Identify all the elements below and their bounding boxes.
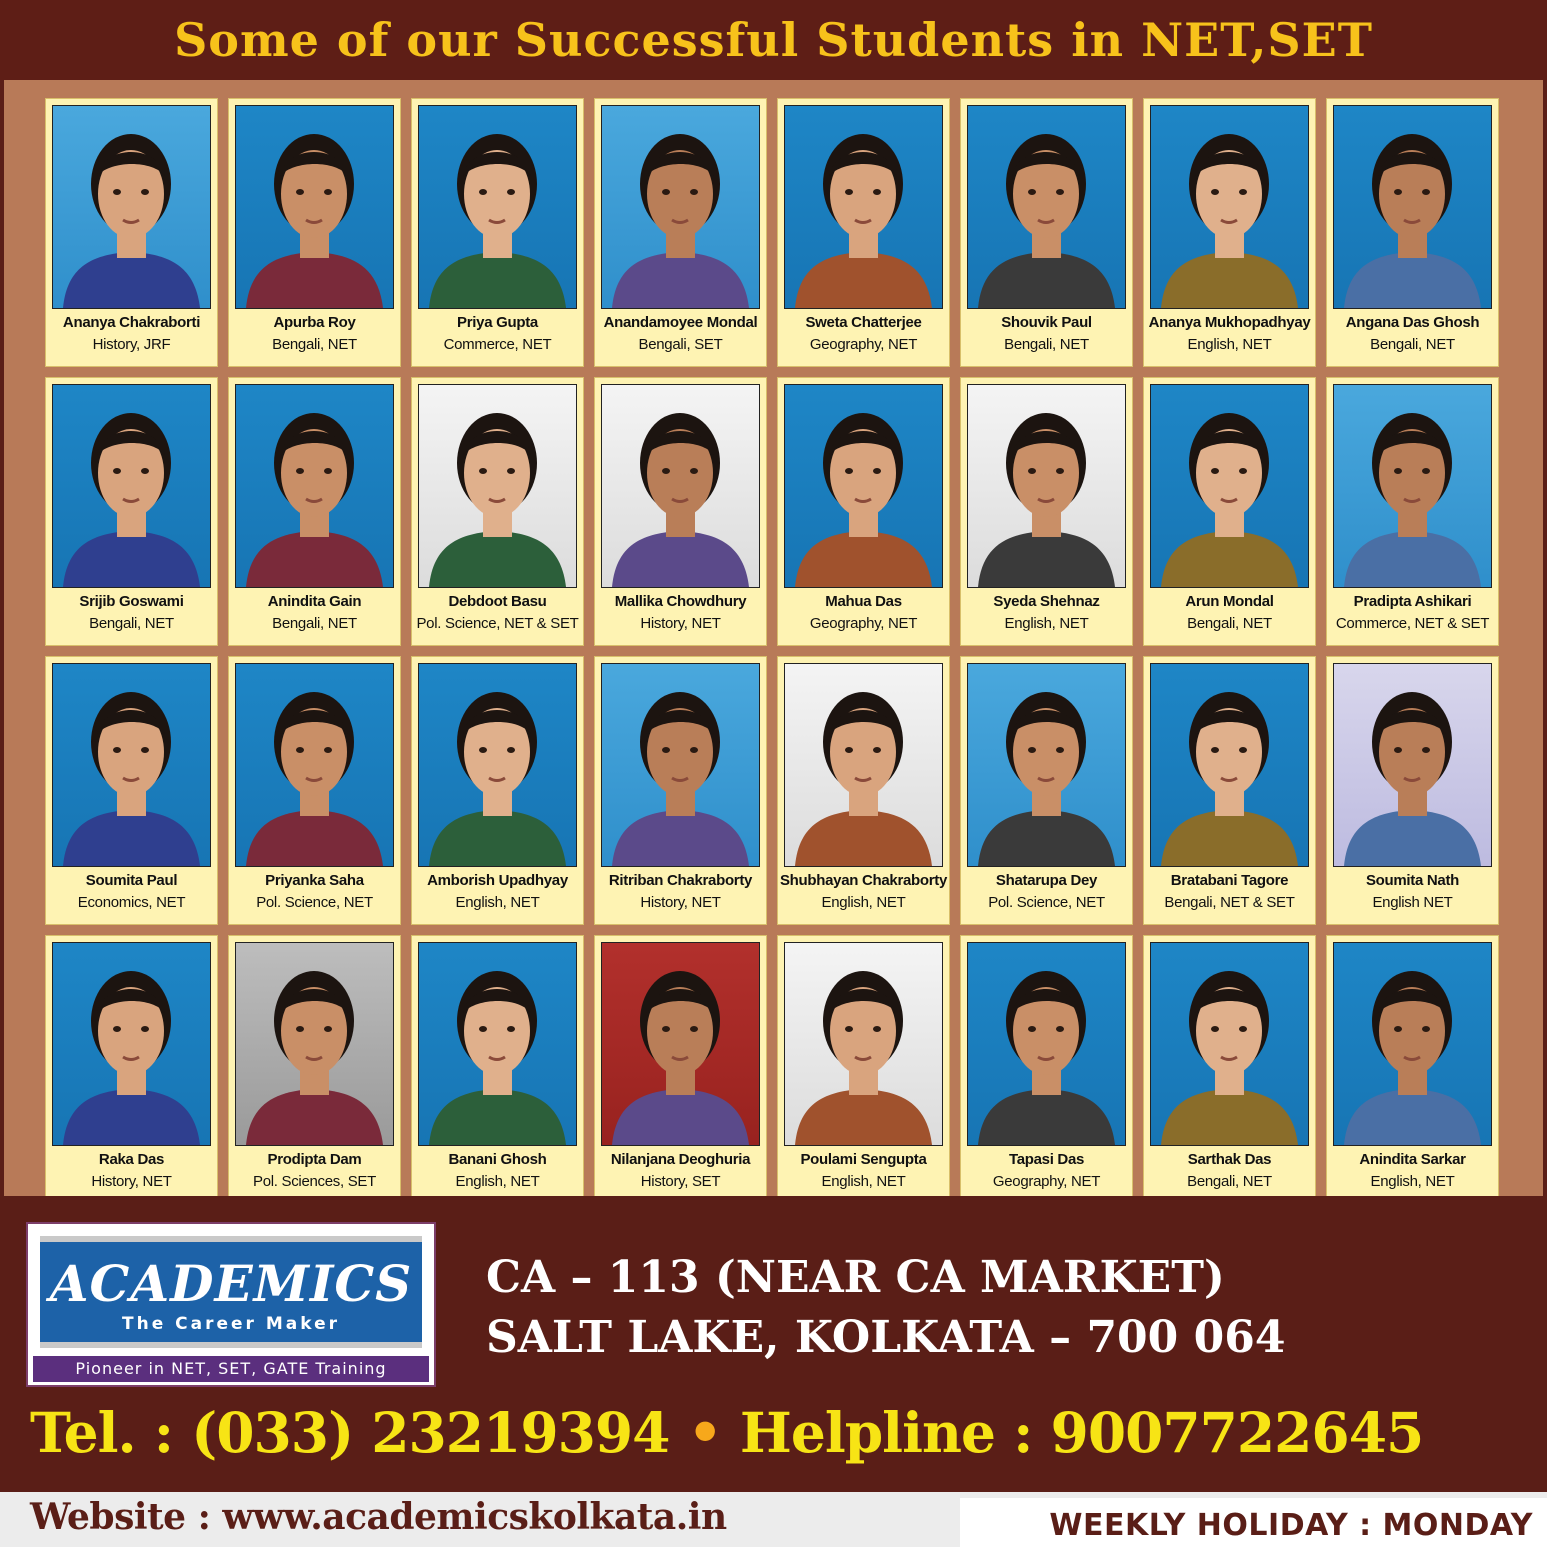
student-subject: English, NET [1004,615,1089,632]
student-subject: Geography, NET [809,336,918,353]
student-name: Priya Gupta [457,314,538,331]
student-photo [601,105,760,309]
student-name: Mahua Das [825,593,902,610]
student-card [1143,377,1316,646]
student-name: Priyanka Saha [265,872,364,889]
person-silhouette-icon [236,664,393,866]
student-photo [784,105,943,309]
student-subject: History, SET [640,1173,721,1190]
student-card [411,656,584,925]
student-name: Prodipta Dam [267,1151,362,1168]
student-card [228,656,401,925]
student-photo [52,384,211,588]
student-photo [1150,663,1309,867]
student-subject: English, NET [455,894,540,911]
student-name: Sweta Chatterjee [805,314,922,331]
person-silhouette-icon [236,943,393,1145]
student-photo [967,105,1126,309]
person-silhouette-icon [419,385,576,587]
student-subject: History, NET [640,615,721,632]
student-name: Sarthak Das [1187,1151,1272,1168]
student-name: Debdoot Basu [448,593,547,610]
page-title: Some of our Successful Students in NET,SET [174,13,1373,67]
student-subject: English, NET [1187,336,1272,353]
student-subject: Bengali, NET & SET [1164,894,1295,911]
person-silhouette-icon [236,106,393,308]
student-photo [1150,942,1309,1146]
header-banner [0,0,1547,80]
student-card [777,98,950,367]
student-subject: Bengali, NET [272,336,357,353]
student-name: Soumita Nath [1365,872,1460,889]
helpline-number: Helpline : 9007722645 [739,1400,1424,1465]
student-card [1326,935,1499,1204]
student-name: Bratabani Tagore [1170,872,1289,889]
student-subject: Bengali, NET [1187,1173,1272,1190]
address-line-1: CA – 113 (NEAR CA MARKET) [486,1252,1225,1303]
person-silhouette-icon [53,385,210,587]
person-silhouette-icon [419,664,576,866]
bottom-bar [0,1492,1547,1547]
student-photo [235,105,394,309]
student-subject: English, NET [1370,1173,1455,1190]
weekly-holiday: WEEKLY HOLIDAY : MONDAY [1049,1508,1533,1543]
student-card [594,98,767,367]
person-silhouette-icon [785,106,942,308]
student-photo [967,384,1126,588]
student-subject: Bengali, NET [89,615,174,632]
person-silhouette-icon [1151,106,1308,308]
student-subject: English, NET [455,1173,540,1190]
student-card [960,935,1133,1204]
student-card [1326,98,1499,367]
person-silhouette-icon [53,106,210,308]
student-subject: History, NET [91,1173,172,1190]
student-photo [418,942,577,1146]
person-silhouette-icon [1151,385,1308,587]
student-subject: Bengali, NET [1187,615,1272,632]
student-card [228,377,401,646]
student-card [1326,377,1499,646]
student-name: Banani Ghosh [448,1151,547,1168]
person-silhouette-icon [968,664,1125,866]
student-name: Mallika Chowdhury [614,593,747,610]
student-card [228,98,401,367]
student-name: Soumita Paul [85,872,178,889]
student-photo [418,384,577,588]
student-card [411,98,584,367]
student-card [960,656,1133,925]
student-subject: Pol. Science, NET [256,894,373,911]
person-silhouette-icon [419,943,576,1145]
student-photo [1333,663,1492,867]
student-subject: Commerce, NET [443,336,552,353]
student-name: Amborish Upadhyay [427,872,568,889]
person-silhouette-icon [1334,385,1491,587]
student-card [777,656,950,925]
student-card [45,935,218,1204]
student-card [45,656,218,925]
student-photo [601,663,760,867]
student-photo [601,384,760,588]
student-subject: History, NET [640,894,721,911]
student-name: Raka Das [98,1151,165,1168]
student-subject: English, NET [821,1173,906,1190]
student-card [411,935,584,1204]
student-subject: Bengali, NET [1370,336,1455,353]
student-photo [235,384,394,588]
student-photo [418,663,577,867]
student-photo [52,105,211,309]
students-panel [4,80,1543,1196]
student-subject: English NET [1372,894,1453,911]
student-photo [235,663,394,867]
student-subject: Economics, NET [77,894,186,911]
person-silhouette-icon [602,106,759,308]
student-name: Shubhayan Chakraborty [779,872,948,889]
student-photo [1333,105,1492,309]
logo-tagline: The Career Maker [122,1314,340,1334]
student-photo [1150,384,1309,588]
student-card [1143,98,1316,367]
person-silhouette-icon [1334,943,1491,1145]
student-photo [784,663,943,867]
academics-logo [26,1222,436,1387]
student-subject: Geography, NET [809,615,918,632]
student-subject: Bengali, SET [638,336,723,353]
person-silhouette-icon [968,106,1125,308]
student-card [960,98,1133,367]
student-subject: Pol. Science, NET & SET [416,615,579,632]
student-photo [418,105,577,309]
footer [0,1196,1547,1547]
student-subject: English, NET [821,894,906,911]
student-photo [784,942,943,1146]
student-name: Arun Mondal [1185,593,1274,610]
person-silhouette-icon [419,106,576,308]
person-silhouette-icon [968,385,1125,587]
student-card [1143,935,1316,1204]
student-name: Ananya Mukhopadhyay [1148,314,1311,331]
holiday-box [960,1498,1547,1547]
website-link: Website : www.academicskolkata.in [30,1496,727,1538]
person-silhouette-icon [53,664,210,866]
student-name: Ananya Chakraborti [62,314,201,331]
student-card [45,377,218,646]
student-photo [967,663,1126,867]
student-card [1143,656,1316,925]
person-silhouette-icon [785,385,942,587]
bullet-separator: • [687,1400,722,1465]
student-name: Poulami Sengupta [800,1151,927,1168]
person-silhouette-icon [785,664,942,866]
student-photo [784,384,943,588]
student-card [1326,656,1499,925]
telephone-number: Tel. : (033) 23219394 [30,1400,670,1465]
person-silhouette-icon [602,664,759,866]
student-card [594,935,767,1204]
student-photo [1333,942,1492,1146]
person-silhouette-icon [1151,943,1308,1145]
logo-wordmark: ACADEMICS [49,1254,413,1313]
student-photo [235,942,394,1146]
person-silhouette-icon [785,943,942,1145]
person-silhouette-icon [53,943,210,1145]
student-name: Tapasi Das [1008,1151,1085,1168]
logo-panel [40,1236,422,1348]
student-name: Srijib Goswami [79,593,184,610]
logo-pioneer-strip: Pioneer in NET, SET, GATE Training [33,1356,429,1382]
student-card [960,377,1133,646]
student-name: Anandamoyee Mondal [603,314,758,331]
contact-line [30,1400,1530,1465]
student-card [45,98,218,367]
person-silhouette-icon [1334,106,1491,308]
student-subject: Bengali, NET [1004,336,1089,353]
student-card [777,377,950,646]
student-card [777,935,950,1204]
student-name: Syeda Shehnaz [993,593,1100,610]
student-subject: Commerce, NET & SET [1335,615,1490,632]
student-subject: Geography, NET [992,1173,1101,1190]
student-name: Shouvik Paul [1001,314,1092,331]
person-silhouette-icon [236,385,393,587]
students-grid [45,98,1499,1204]
student-subject: Bengali, NET [272,615,357,632]
address-line-2: SALT LAKE, KOLKATA – 700 064 [486,1312,1286,1363]
student-photo [601,942,760,1146]
student-name: Nilanjana Deoghuria [610,1151,751,1168]
student-name: Shatarupa Dey [995,872,1098,889]
student-subject: History, JRF [92,336,171,353]
person-silhouette-icon [1151,664,1308,866]
student-card [594,656,767,925]
student-name: Apurba Roy [273,314,356,331]
person-silhouette-icon [602,943,759,1145]
person-silhouette-icon [968,943,1125,1145]
student-name: Ritriban Chakraborty [608,872,753,889]
student-photo [52,663,211,867]
student-photo [52,942,211,1146]
student-subject: Pol. Science, NET [988,894,1105,911]
student-name: Pradipta Ashikari [1353,593,1472,610]
student-photo [1333,384,1492,588]
student-name: Angana Das Ghosh [1345,314,1480,331]
student-card [594,377,767,646]
person-silhouette-icon [1334,664,1491,866]
student-name: Anindita Gain [267,593,362,610]
student-card [228,935,401,1204]
student-name: Anindita Sarkar [1359,1151,1466,1168]
person-silhouette-icon [602,385,759,587]
student-card [411,377,584,646]
student-subject: Pol. Sciences, SET [253,1173,376,1190]
student-photo [1150,105,1309,309]
student-photo [967,942,1126,1146]
